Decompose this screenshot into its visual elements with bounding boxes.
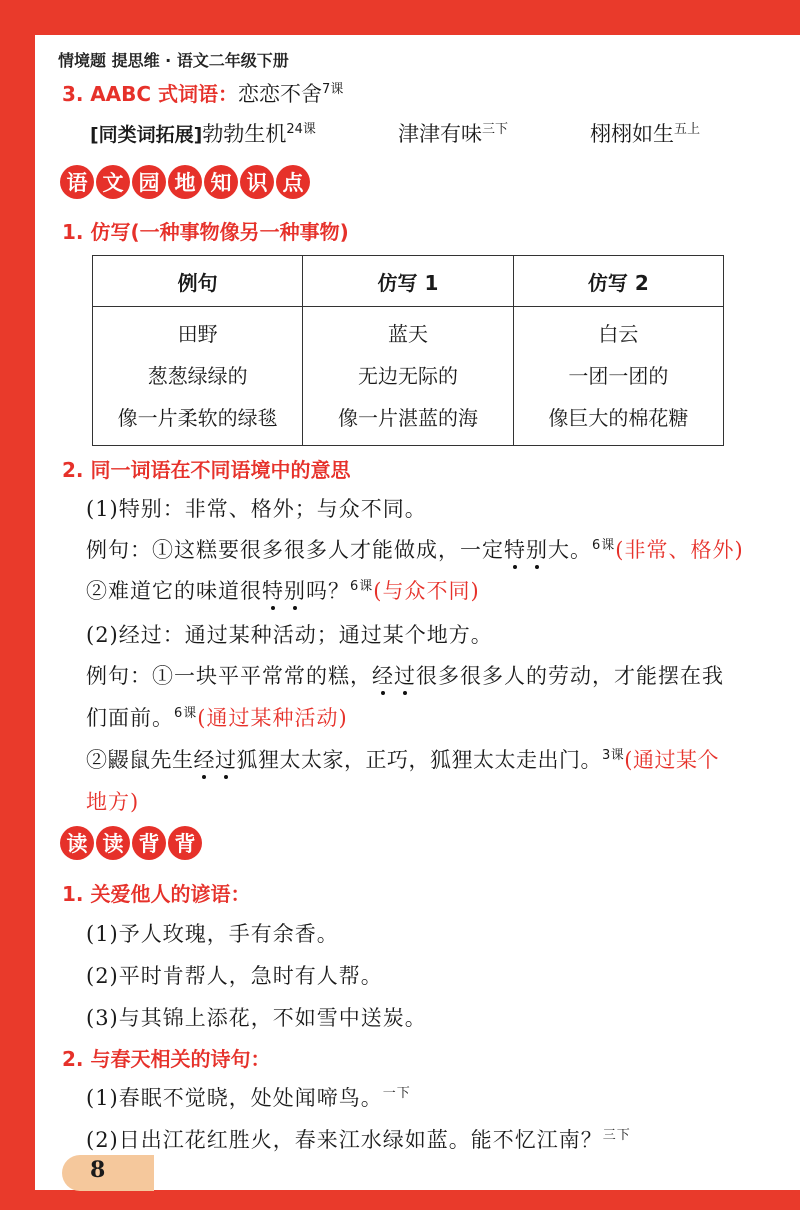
sentence-text: 例句：①一块平平常常的糕， <box>86 664 372 688</box>
extension-item: 栩栩如生 <box>590 122 674 146</box>
meaning-definition-1: (1)特别：非常、格外；与众不同。 <box>86 497 427 521</box>
sentence-text: 狐狸太太家，正巧，狐狸太太走出门。 <box>236 748 602 772</box>
running-header: 情境题 提思维 · 语文二年级下册 <box>58 51 289 70</box>
proverb-item: (1)予人玫瑰，手有余香。 <box>86 922 339 946</box>
sentence-text: ②鼹鼠先生 <box>86 748 194 772</box>
table-header-cell: 仿写 2 <box>513 256 723 307</box>
meaning-note: (通过某个 <box>624 748 719 772</box>
section-title-dudu-beibei <box>60 826 202 860</box>
lesson-source: 6课 <box>592 538 616 553</box>
meaning-note: (通过某种活动) <box>197 706 348 730</box>
aabc-extension-3 <box>590 118 700 148</box>
title-char-badge: 背 <box>132 826 166 860</box>
title-char-badge: 读 <box>60 826 94 860</box>
meaning-definition-2: (2)经过：通过某种活动；通过某个地方。 <box>86 623 493 647</box>
cell-line: 无边无际的 <box>357 364 458 388</box>
emphasis-char: 别 <box>526 538 548 562</box>
proverb-item: (3)与其锦上添花，不如雪中送炭。 <box>86 1006 427 1030</box>
title-char-badge: 语 <box>60 165 94 199</box>
emphasis-char: 经 <box>372 664 394 688</box>
extension-item: 津津有味 <box>398 122 482 146</box>
meanings-title: 2. 同一词语在不同语境中的意思 <box>62 458 351 482</box>
example-sentence-1 <box>86 534 744 564</box>
cell-line: 像一片柔软的绿毯 <box>117 406 278 430</box>
page-number: 8 <box>90 1157 106 1183</box>
emphasis-char: 经 <box>193 748 215 772</box>
imitate-title: 1. 仿写(一种事物像另一种事物) <box>62 220 349 244</box>
emphasis-char: 过 <box>215 748 237 772</box>
table-cell <box>513 307 723 446</box>
extension-item-source: 五上 <box>674 122 701 137</box>
poems-title: 2. 与春天相关的诗句： <box>62 1047 271 1071</box>
cell-line: 像一片湛蓝的海 <box>337 406 478 430</box>
poem-item <box>86 1124 631 1154</box>
title-char-badge: 园 <box>132 165 166 199</box>
title-char-badge: 知 <box>204 165 238 199</box>
example-sentence-2 <box>86 575 480 605</box>
proverb-item: (2)平时肯帮人，急时有人帮。 <box>86 964 383 988</box>
sentence-text: 大。 <box>548 538 592 562</box>
cell-line: 像巨大的棉花糖 <box>548 406 689 430</box>
emphasis-char: 特 <box>504 538 526 562</box>
example-sentence-3-continued <box>86 702 348 732</box>
cell-line: 白云 <box>598 322 639 346</box>
title-char-badge: 读 <box>96 826 130 860</box>
table-header-row <box>93 256 724 307</box>
cell-line: 一团一团的 <box>568 364 669 388</box>
poem-source: 三下 <box>602 1128 631 1143</box>
extension-item-source: 24课 <box>286 122 316 137</box>
sentence-text: 吗？ <box>306 579 350 603</box>
title-char-badge: 点 <box>276 165 310 199</box>
emphasis-char: 别 <box>284 579 306 603</box>
section-title-yuwen-yuandi <box>60 165 310 199</box>
aabc-extension <box>90 118 316 148</box>
aabc-extension-2 <box>398 118 508 148</box>
title-char-badge: 背 <box>168 826 202 860</box>
sentence-text: 很多很多人的劳动，才能摆在我 <box>416 664 724 688</box>
table-cell <box>303 307 513 446</box>
extension-item-source: 三下 <box>482 122 509 137</box>
aabc-word: 恋恋不舍 <box>238 82 323 106</box>
table-header-cell: 例句 <box>93 256 303 307</box>
title-char-badge: 地 <box>168 165 202 199</box>
cell-line: 蓝天 <box>387 322 428 346</box>
cell-line: 田野 <box>177 322 218 346</box>
title-char-badge: 文 <box>96 165 130 199</box>
aabc-number: 3. <box>62 82 84 106</box>
aabc-label: AABC 式词语： <box>90 82 239 106</box>
extension-item: 勃勃生机 <box>202 122 287 146</box>
lesson-source: 6课 <box>350 579 374 594</box>
emphasis-char: 过 <box>394 664 416 688</box>
meaning-note: (非常、格外) <box>615 538 744 562</box>
poem-text: (1)春眠不觉晓，处处闻啼鸟。 <box>86 1086 383 1110</box>
aabc-word-source: 7课 <box>322 82 344 97</box>
example-sentence-4 <box>86 744 719 774</box>
poem-text: (2)日出江花红胜火，春来江水绿如蓝。能不忆江南？ <box>86 1128 603 1152</box>
sentence-text: 例句：①这糕要很多很多人才能做成，一定 <box>86 538 504 562</box>
meaning-note-continued: 地方) <box>86 790 140 814</box>
lesson-source: 6课 <box>174 706 198 721</box>
sentence-text: ②难道它的味道很 <box>86 579 262 603</box>
table-row <box>93 307 724 446</box>
example-sentence-3 <box>86 660 724 690</box>
emphasis-char: 特 <box>262 579 284 603</box>
aabc-heading <box>62 78 343 108</box>
poem-item <box>86 1082 411 1112</box>
imitation-table <box>92 255 724 446</box>
poem-source: 一下 <box>382 1086 411 1101</box>
sentence-text: 们面前。 <box>86 706 174 730</box>
proverbs-title: 1. 关爱他人的谚语： <box>62 882 251 906</box>
meaning-note: (与众不同) <box>373 579 480 603</box>
cell-line: 葱葱绿绿的 <box>147 364 248 388</box>
table-header-cell: 仿写 1 <box>303 256 513 307</box>
title-char-badge: 识 <box>240 165 274 199</box>
lesson-source: 3课 <box>602 748 625 763</box>
extension-label: [同类词拓展] <box>90 124 203 146</box>
table-cell <box>93 307 303 446</box>
page-number-tab <box>62 1155 154 1191</box>
